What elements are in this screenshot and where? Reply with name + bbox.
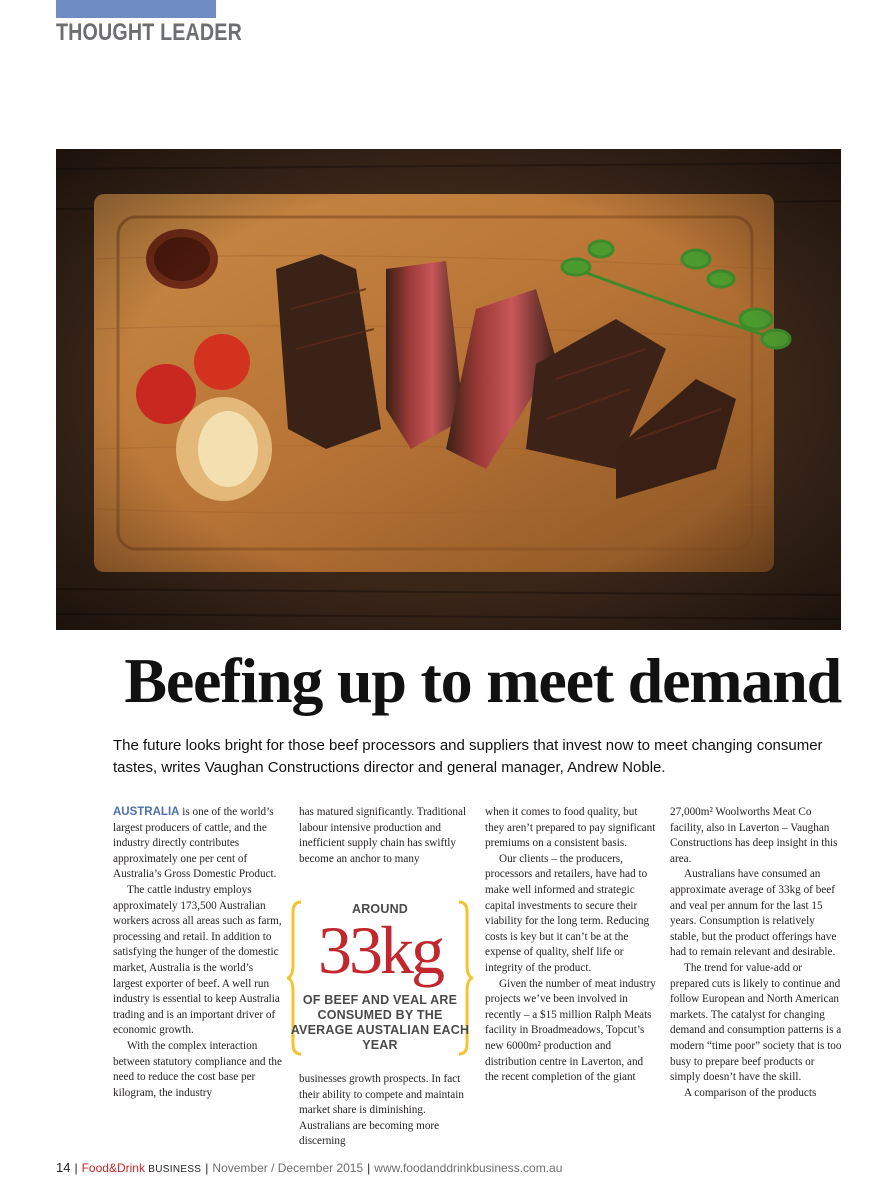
body-paragraph: AUSTRALIA is one of the world’s largest producers of cattle, and the industry directly contributes approximately one per cent of Australia’s Gross Domestic Product. (113, 806, 277, 881)
body-column-4 (670, 805, 842, 1101)
magazine-brand: Food&Drink (81, 1161, 145, 1175)
page-number: 14 (56, 1160, 71, 1175)
body-paragraph: The trend for value-add or prepared cuts is likely to continue and follow European and North American markets. The catalyst for changing demand and consumption patterns is a modern “time poor” society that is too busy to prepare beef products or simply doesn’t have the skill. (670, 961, 842, 1084)
body-paragraph: The cattle industry employs approximately 173,500 Australian workers across all areas such as farm, processing and retail. In addition to satisfying the hunger of the domestic market, Australia is the world’s largest exporter of beef. A well run industry is essential to keep Australia trading and is an important driver of economic growth. (113, 883, 282, 1037)
body-paragraph: 27,000m² Woolworths Meat Co facility, also in Laverton – Vaughan Constructions has deep insight in this area. (670, 806, 838, 865)
pull-quote-figure: 33kg (318, 912, 442, 988)
pull-quote-intro: AROUND (351, 902, 409, 916)
page-footer: 14 | Food&Drink BUSINESS | November / December 2015 | www.foodanddrinkbusiness.com.au (56, 1160, 563, 1175)
section-label: THOUGHT LEADER (56, 19, 242, 46)
body-paragraph: Given the number of meat industry projects we’ve been involved in recently – a $15 million Ralph Meats facility in Broadmeadows, Topcut’s new 6000m² production and distribution centre in Laverton, and the recent completion of the giant (485, 977, 656, 1084)
issue-date: November / December 2015 (212, 1161, 364, 1175)
pull-quote-caption: OF BEEF AND VEAL ARE CONSUMED BY THE AVERAGE AUSTALIAN EACH YEAR (290, 993, 470, 1052)
body-column-2-top (299, 805, 471, 867)
body-paragraph: With the complex interaction between statutory compliance and the need to reduce the cost base per kilogram, the industry (113, 1039, 282, 1099)
body-column-1 (113, 805, 285, 1101)
pull-quote (287, 898, 473, 1058)
body-paragraph: has matured significantly. Traditional labour intensive production and inefficient supply chain has swiftly become an anchor to many (299, 806, 467, 865)
magazine-url[interactable]: www.foodanddrinkbusiness.com.au (374, 1161, 563, 1175)
body-paragraph: when it comes to food quality, but they aren’t prepared to pay significant premiums on a consistent basis. (485, 806, 656, 850)
magazine-brand-suffix: BUSINESS (148, 1164, 202, 1175)
body-column-3 (485, 805, 657, 1086)
body-paragraph: A comparison of the products (684, 1086, 817, 1099)
section-tab-bar (56, 0, 216, 18)
steak-photo (56, 149, 841, 630)
article-headline: Beefing up to meet demand (124, 645, 841, 716)
article-standfirst: The future looks bright for those beef processors and suppliers that invest now to meet changing consumer tastes, writes Vaughan Constructions director and general manager, Andrew Noble. (113, 737, 823, 776)
lead-word: AUSTRALIA (113, 806, 180, 818)
body-paragraph: businesses growth prospects. In fact their ability to compete and maintain market share is diminishing. Australians are becoming more discerning (299, 1073, 464, 1148)
body-column-2-bottom (299, 1072, 471, 1150)
body-paragraph: Our clients – the producers, processors and retailers, have had to make well informed and strategic capital investments to secure their viability for the long term. Reducing costs is key but it can’t be at the expense of quality, shelf life or integrity of the product. (485, 852, 650, 974)
body-paragraph: Australians have consumed an approximate average of 33kg of beef and veal per annum for the last 15 years. Consumption is relatively stable, but the product offerings have had to remain relevant and desirable. (670, 868, 837, 959)
